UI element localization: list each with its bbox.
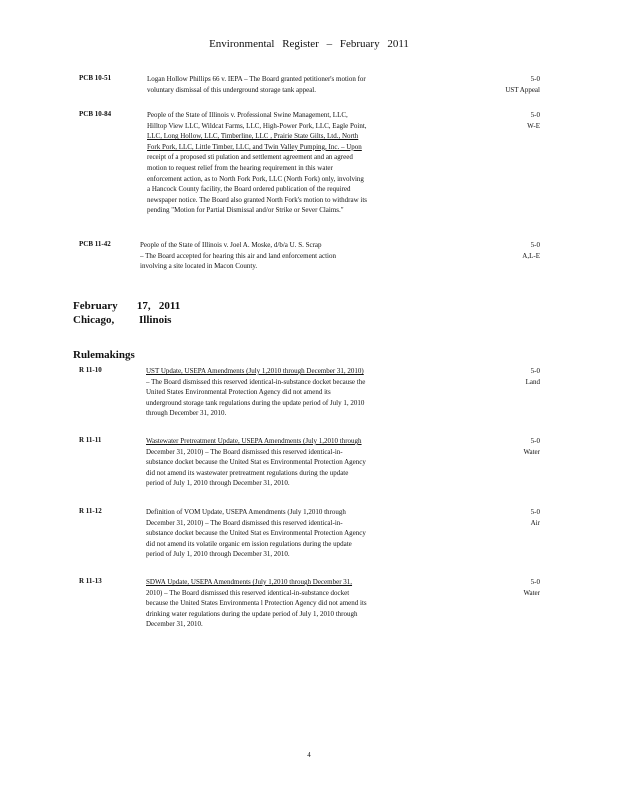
case-text-line: LLC, Long Hollow, LLC, Timberline, LLC , Prairie State Gilts, Ltd., North: [147, 132, 359, 141]
meeting-heading: [73, 299, 180, 327]
case-vote: [531, 507, 540, 528]
case-text-line: motion to request relief from the hearing requirement in this water: [147, 163, 333, 172]
case-text-line: December 31, 2010) – The Board dismissed this reserved identical-in-: [146, 447, 343, 456]
case-text-line: People of the State of Illinois v. Professional Swine Management, LLC,: [147, 111, 348, 119]
case-text-line: involving a site located in Macon County.: [140, 262, 258, 271]
case-vote: [523, 577, 540, 598]
meeting-location: Chicago, Illinois: [73, 314, 172, 326]
vote-count: 5-0: [530, 111, 540, 119]
vote-count: 5-0: [530, 437, 540, 445]
case-text-line: Hilltop View LLC, Wildcat Farms, LLC, High-Power Pork, LLC, Eagle Point,: [147, 121, 367, 130]
case-text-line: December 31, 2010.: [146, 620, 203, 629]
case-vote: [523, 436, 540, 457]
case-text-line: People of the State of Illinois v. Joel A. Moske, d/b/a U. S. Scrap: [140, 241, 322, 249]
case-vote: [527, 110, 540, 131]
case-text-line: – The Board dismissed this reserved identical-in-substance docket because the: [146, 377, 366, 386]
case-text-line: voluntary dismissal of this underground storage tank appeal.: [147, 85, 317, 94]
case-text-line: substance docket because the United Stat es Environmental Protection Agency: [146, 458, 366, 467]
case-number: PCB 11-42: [79, 240, 111, 248]
case-text-line: Fork Pork, LLC, Little Timber, LLC, and Twin Valley Pumping, Inc. – Upon: [147, 142, 362, 151]
case-text-line: did not amend its wastewater pretreatment regulations during the update: [146, 468, 349, 477]
case-text-line: Wastewater Pretreatment Update, USEPA Amendments (July 1,2010 through: [146, 437, 362, 445]
case-description: [146, 507, 464, 560]
case-text-line: pending "Motion for Partial Dismissal and/or Strike or Sever Claims.": [147, 206, 344, 215]
case-number: R 11-12: [79, 507, 102, 515]
case-text-line: period of July 1, 2010 through December 31, 2010.: [146, 479, 290, 488]
case-text-line: substance docket because the United Stat es Environmental Protection Agency: [146, 529, 366, 538]
vote-count: 5-0: [530, 508, 540, 516]
case-description: [146, 577, 464, 630]
case-text-line: December 31, 2010) – The Board dismissed this reserved identical-in-: [146, 518, 343, 527]
case-category: UST Appeal: [505, 85, 540, 94]
meeting-date: February 17, 2011: [73, 300, 181, 312]
case-text-line: newspaper notice. The Board also granted North Fork's motion to withdraw its: [147, 195, 368, 204]
case-vote: [505, 74, 540, 95]
case-category: W-E: [527, 121, 540, 130]
case-text-line: – The Board accepted for hearing this air and land enforcement action: [140, 251, 336, 260]
case-text-line: period of July 1, 2010 through December 31, 2010.: [146, 550, 290, 559]
case-category: A,L-E: [522, 251, 540, 260]
case-text-line: SDWA Update, USEPA Amendments (July 1,2010 through December 31,: [146, 578, 353, 586]
case-text-line: receipt of a proposed sti pulation and settlement agreement and an agreed: [147, 153, 353, 162]
page-number: 4: [307, 751, 311, 759]
case-description: [146, 366, 464, 419]
case-category: Land: [525, 377, 540, 386]
case-text-line: Logan Hollow Phillips 66 v. IEPA – The Board granted petitioner's motion for: [147, 75, 366, 83]
case-text-line: through December 31, 2010.: [146, 409, 227, 418]
case-number: R 11-13: [79, 577, 102, 585]
case-description: [147, 74, 463, 95]
case-text-line: 2010) – The Board dismissed this reserved identical-in-substance docket: [146, 588, 350, 597]
case-text-line: United States Environmental Protection Agency did not amend its: [146, 388, 331, 397]
vote-count: 5-0: [530, 578, 540, 586]
case-text-line: because the United States Environmenta l Protection Agency did not amend its: [146, 599, 367, 608]
case-number: PCB 10-84: [79, 110, 112, 118]
case-description: [146, 436, 464, 489]
case-category: Water: [523, 588, 540, 597]
case-text-line: underground storage tank regulations during the update period of July 1, 2010: [146, 398, 365, 407]
case-text-line: enforcement action, as to North Fork Pork, LLC (North Fork) only, involving: [147, 174, 364, 183]
case-number: PCB 10-51: [79, 74, 112, 82]
case-description: [147, 110, 463, 216]
case-category: Water: [523, 447, 540, 456]
case-category: Air: [530, 518, 540, 527]
case-text-line: UST Update, USEPA Amendments (July 1,2010 through December 31, 2010): [146, 367, 364, 375]
case-text-line: a Hancock County facility, the Board ordered publication of the required: [147, 185, 351, 194]
section-heading: Rulemakings: [73, 349, 135, 361]
case-text-line: did not amend its volatile organic em ission regulations during the update: [146, 539, 352, 548]
case-vote: [526, 366, 540, 387]
case-number: R 11-10: [79, 366, 102, 374]
page-header: Environmental Register – February 2011: [209, 38, 409, 50]
case-number: R 11-11: [79, 436, 102, 444]
case-text-line: drinking water regulations during the update period of July 1, 2010 through: [146, 609, 358, 618]
case-text-line: Definition of VOM Update, USEPA Amendments (July 1,2010 through: [146, 508, 346, 516]
vote-count: 5-0: [530, 241, 540, 249]
case-description: [140, 240, 430, 272]
vote-count: 5-0: [530, 75, 540, 83]
case-vote: [522, 240, 540, 261]
vote-count: 5-0: [530, 367, 540, 375]
